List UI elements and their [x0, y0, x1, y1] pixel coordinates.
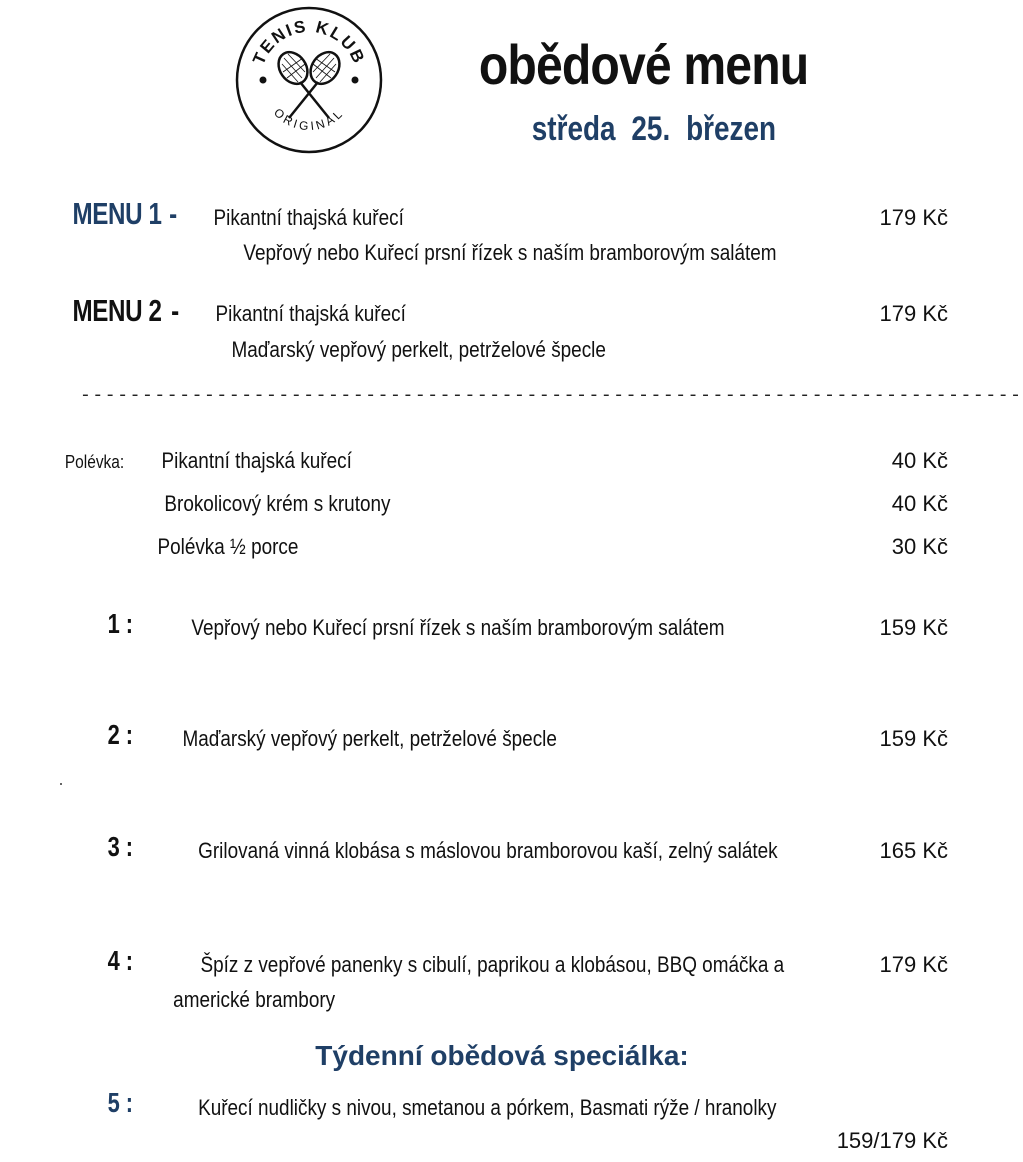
main-1-price: 159 Kč [879, 615, 948, 640]
menu-1-dash: - [169, 196, 177, 231]
menu-1-label: MENU 1 [72, 196, 162, 231]
soup-item-2-price: 40 Kč [891, 491, 948, 516]
main-4-text-line-2: americké brambory [173, 987, 336, 1012]
main-2-text: Maďarský vepřový perkelt, petrželové špecle [182, 726, 557, 751]
main-4-text-line-1: Špíz z vepřové panenky s cibulí, paprikou a klobásou, BBQ omáčka a [200, 952, 785, 977]
scan-speck [60, 783, 62, 785]
menu-date: středa 25. březen [531, 110, 776, 148]
menu-2-soup: Pikantní thajská kuřecí [215, 301, 406, 326]
main-2-price: 159 Kč [879, 726, 948, 751]
menu-1-price: 179 Kč [879, 205, 948, 230]
main-4-price: 179 Kč [879, 952, 948, 977]
soup-item-3: Polévka ½ porce [157, 534, 299, 559]
soup-item-3-price: 30 Kč [891, 534, 948, 559]
menu-2-main: Maďarský vepřový perkelt, petrželové špecle [231, 337, 606, 362]
svg-text:ORIGINAL: ORIGINAL [271, 105, 347, 134]
menu-1-soup: Pikantní thajská kuřecí [213, 205, 404, 230]
main-4-number: 4 : [107, 945, 134, 976]
page-title: obědové menu [478, 33, 809, 96]
main-3-text: Grilovaná vinná klobása s máslovou bramborovou kaší, zelný salátek [198, 838, 778, 863]
main-3-price: 165 Kč [879, 838, 948, 863]
main-1-number: 1 : [107, 608, 134, 639]
menu-1-main: Vepřový nebo Kuřecí prsní řízek s naším bramborovým salátem [243, 240, 777, 265]
soup-item-2: Brokolicový krém s krutony [164, 491, 391, 516]
menu-2-dash: - [171, 293, 179, 328]
menu-2-label: MENU 2 [72, 293, 162, 328]
main-1-text: Vepřový nebo Kuřecí prsní řízek s naším bramborovým salátem [191, 615, 725, 640]
soup-item-1: Pikantní thajská kuřecí [161, 448, 352, 473]
soup-label: Polévka: [64, 452, 125, 472]
main-3-number: 3 : [107, 831, 134, 862]
soup-item-1-price: 40 Kč [891, 448, 948, 473]
crossed-tennis-rackets-icon [235, 6, 383, 154]
weekly-special-heading: Týdenní obědová speciálka: [315, 1040, 689, 1071]
dashed-divider: ---------------------------------------------------------------------------- [80, 386, 1023, 406]
svg-text:TENIS KLUB: TENIS KLUB [249, 16, 369, 68]
main-2-number: 2 : [107, 719, 134, 750]
menu-2-price: 179 Kč [879, 301, 948, 326]
special-text: Kuřecí nudličky s nivou, smetanou a pórkem, Basmati rýže / hranolky [198, 1095, 777, 1120]
special-price: 159/179 Kč [836, 1128, 948, 1153]
tenis-klub-logo [235, 6, 383, 154]
special-number: 5 : [107, 1087, 134, 1118]
